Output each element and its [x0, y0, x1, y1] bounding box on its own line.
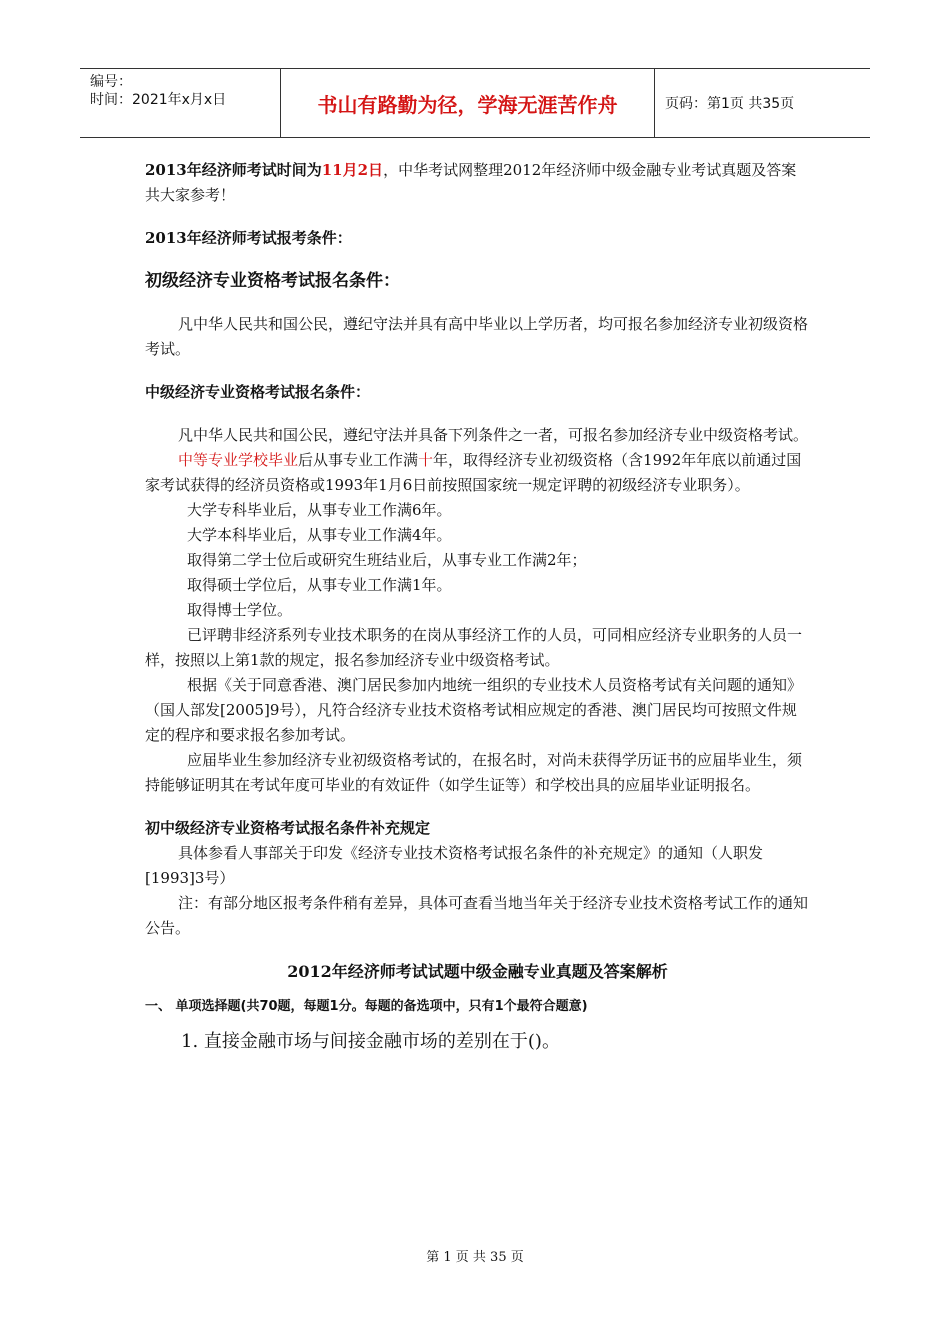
intermediate-paragraph-a: 已评聘非经济系列专业技术职务的在岗从事经济工作的人员，可同相应经济专业职务的人员一样，按照以上第1款的规定，报名参加经济专业中级资格考试。	[145, 626, 803, 669]
intermediate-item: 取得硕士学位后，从事专业工作满1年。	[187, 576, 452, 594]
page-header	[80, 68, 870, 138]
conditions-heading: 2013年经济师考试报考条件：	[145, 229, 352, 247]
primary-heading: 初级经济专业资格考试报名条件：	[145, 271, 400, 291]
intro-bold-text: 2013年经济师考试时间为	[145, 161, 322, 179]
intermediate-item: 取得第二学士位后或研究生班结业后，从事专业工作满2年；	[187, 551, 587, 569]
intermediate-paragraph-b: 根据《关于同意香港、澳门居民参加内地统一组织的专业技术人员资格考试有关问题的通知》（国人部发[2005]9号），凡符合经济专业技术资格考试相应规定的香港、澳门居民均可按照文件规定的程序和要求报名参加考试。	[145, 676, 803, 744]
item1-mid: 后从事专业工作满	[298, 451, 419, 469]
question-1: 1. 直接金融市场与间接金融市场的差别在于()。	[181, 1031, 560, 1052]
intro-rest-text: ，中华考试网整理2012年经济师中级金融专业考试真题及答案共大家参考！	[145, 161, 797, 204]
page-footer: 第 1 页 共 35 页	[426, 1250, 524, 1265]
intermediate-item: 大学本科毕业后，从事专业工作满4年。	[187, 526, 452, 544]
exam-date: 11月2日	[321, 161, 384, 179]
exam-title: 2012年经济师考试试题中级金融专业真题及答案解析	[287, 962, 668, 981]
header-page-info: 页码：第1页 共35页	[665, 96, 795, 112]
header-meta	[80, 69, 281, 137]
item1-rest: 年，取得经济专业初级资格（含1992年年底以前通过国家考试获得的经济员资格或1993年1月6日前按照国家统一规定评聘的初级经济专业职务）。	[145, 451, 802, 494]
intermediate-item-1	[145, 448, 810, 498]
supplement-body: 具体参看人事部关于印发《经济专业技术资格考试报名条件的补充规定》的通知（人职发[1993]3号）	[145, 844, 764, 887]
section-heading: 一、 单项选择题(共70题，每题1分。每题的备选项中，只有1个最符合题意)	[145, 999, 588, 1014]
document-code-label: 编号：	[90, 74, 132, 90]
item1-red-a: 中等专业学校毕业	[178, 451, 299, 469]
intermediate-body: 凡中华人民共和国公民，遵纪守法并具备下列条件之一者，可报名参加经济专业中级资格考试。	[178, 426, 809, 444]
intro-paragraph	[145, 158, 810, 208]
intermediate-item: 大学专科毕业后，从事专业工作满6年。	[187, 501, 452, 519]
intermediate-heading: 中级经济专业资格考试报名条件：	[145, 383, 371, 401]
intermediate-item: 取得博士学位。	[187, 601, 293, 619]
intermediate-paragraph-c: 应届毕业生参加经济专业初级资格考试的，在报名时，对尚未获得学历证书的应届毕业生，须持能够证明其在考试年度可毕业的有效证件（如学生证等）和学校出具的应届毕业证明报名。	[145, 751, 803, 794]
header-motto: 书山有路勤为径，学海无涯苦作舟	[281, 69, 655, 137]
primary-body: 凡中华人民共和国公民，遵纪守法并具有高中毕业以上学历者，均可报名参加经济专业初级资格考试。	[145, 315, 809, 358]
supplement-heading: 初中级经济专业资格考试报名条件补充规定	[145, 819, 431, 837]
supplement-note: 注：有部分地区报考条件稍有差异，具体可查看当地当年关于经济专业技术资格考试工作的通知公告。	[145, 894, 809, 937]
item1-red-b: 十	[418, 451, 434, 469]
document-body	[145, 158, 810, 1054]
document-time-label: 时间：2021年x月x日	[90, 92, 227, 108]
